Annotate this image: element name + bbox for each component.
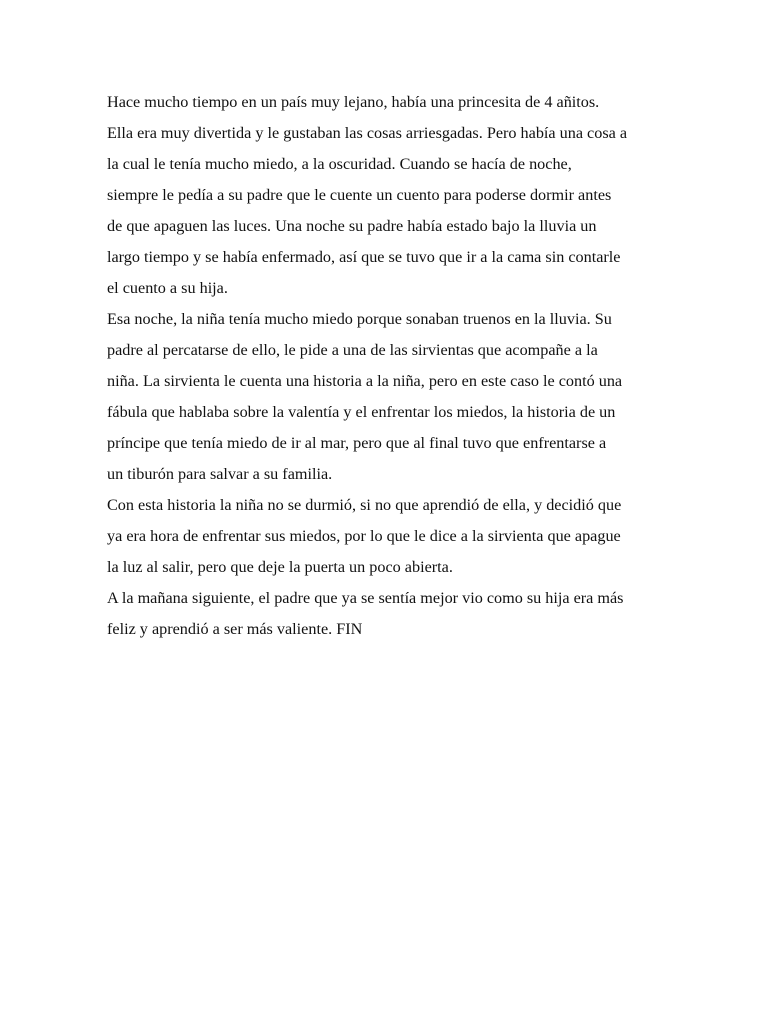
paragraph-4: A la mañana siguiente, el padre que ya se sentía mejor vio como su hija era más feliz y aprendió a ser más valiente. FIN [107, 589, 624, 638]
story-text [107, 87, 667, 645]
paragraph-3: Con esta historia la niña no se durmió, si no que aprendió de ella, y decidió que ya era hora de enfrentar sus miedos, por lo que le dice a la sirvienta que apague la luz al salir, pero que deje la puerta un poco abierta. [107, 496, 622, 576]
paragraph-2: Esa noche, la niña tenía mucho miedo porque sonaban truenos en la lluvia. Su padre al percatarse de ello, le pide a una de las sirvientas que acompañe a la niña. La sirvienta le cuenta una historia a la niña, pero en este caso le contó una fábula que hablaba sobre la valentía y el enfrentar los miedos, la historia de un príncipe que tenía miedo de ir al mar, pero que al final tuvo que enfrentarse a un tiburón para salvar a su familia. [107, 310, 623, 483]
paragraph-1: Hace mucho tiempo en un país muy lejano, había una princesita de 4 añitos. Ella era muy divertida y le gustaban las cosas arriesgadas. Pero había una cosa a la cual le tenía mucho miedo, a la oscuridad. Cuando se hacía de noche, siempre le pedía a su padre que le cuente un cuento para poderse dormir antes de que apaguen las luces. Una noche su padre había estado bajo la lluvia un largo tiempo y se había enfermado, así que se tuvo que ir a la cama sin contarle el cuento a su hija. [107, 93, 628, 297]
